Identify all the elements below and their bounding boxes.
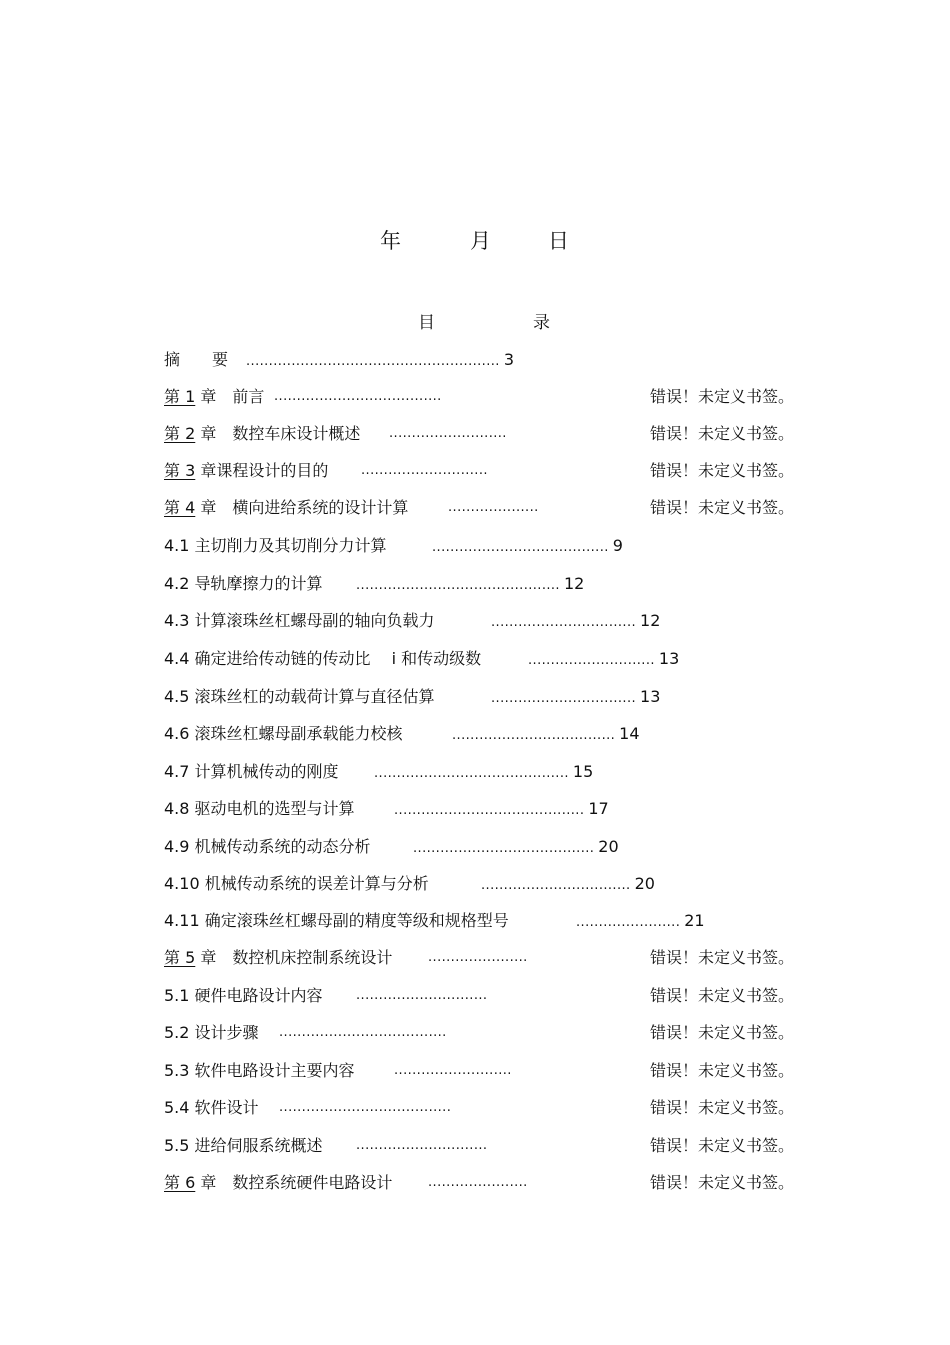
toc-entry-leader: .................... bbox=[448, 500, 539, 515]
toc-entry-title: 摘 要 bbox=[164, 350, 229, 369]
toc-entry[interactable] bbox=[0, 495, 950, 521]
toc-entry-title: 4.9 机械传动系统的动态分析 bbox=[164, 837, 371, 856]
toc-entry-title: 章 前言 bbox=[195, 387, 265, 406]
toc-entry[interactable] bbox=[0, 533, 950, 559]
toc-entry-leader: .......................... bbox=[389, 426, 507, 441]
toc-entry-leader: .......................................... 17 bbox=[394, 799, 609, 818]
toc-entry-title: 4.7 计算机械传动的刚度 bbox=[164, 762, 339, 781]
toc-entry-page: 15 bbox=[572, 762, 594, 781]
toc-entry-leader: ............................ bbox=[361, 463, 488, 478]
toc-entry-page: 3 bbox=[503, 350, 514, 369]
toc-entry-chapter-number: 第 6 bbox=[164, 1173, 196, 1192]
toc-entry-title: 4.11 确定滚珠丝杠螺母副的精度等级和规格型号 bbox=[164, 911, 509, 930]
toc-entry-title: 4.4 确定进给传动链的传动比 i 和传动级数 bbox=[164, 649, 482, 668]
toc-entry-title: 章课程设计的目的 bbox=[195, 461, 329, 480]
toc-entry-label bbox=[164, 571, 323, 597]
toc-entry[interactable] bbox=[0, 759, 950, 785]
toc-entry[interactable] bbox=[0, 908, 950, 934]
toc-entry-label bbox=[164, 495, 408, 521]
toc-entry-leader: ................................ 12 bbox=[491, 611, 661, 630]
toc-entry-title: 章 数控机床控制系统设计 bbox=[195, 948, 393, 967]
toc-entry-page: 12 bbox=[563, 574, 585, 593]
toc-entry-page: 13 bbox=[658, 649, 680, 668]
toc-entry-leader: ....................................... 9 bbox=[432, 536, 623, 555]
toc-entry-leader: ....................... 21 bbox=[576, 911, 705, 930]
toc-entry[interactable] bbox=[0, 608, 950, 634]
toc-entry-page: 20 bbox=[634, 874, 655, 893]
toc-entry[interactable] bbox=[0, 1170, 950, 1196]
toc-entry-bookmark-error: 错误！未定义书签。 bbox=[650, 1173, 795, 1192]
toc-entry[interactable] bbox=[0, 983, 950, 1009]
toc-entry-label bbox=[164, 1133, 323, 1159]
toc-entry[interactable] bbox=[0, 347, 950, 373]
toc-entry-title: 4.10 机械传动系统的误差计算与分析 bbox=[164, 874, 429, 893]
toc-entry-label bbox=[164, 646, 481, 672]
toc-entry-leader: .................................... 14 bbox=[452, 724, 640, 743]
toc-entry-title: 5.1 硬件电路设计内容 bbox=[164, 986, 323, 1005]
toc-entry-leader: ............................. bbox=[356, 1138, 488, 1153]
toc-entry[interactable] bbox=[0, 1058, 950, 1084]
toc-entry-leader: ........................................ 20 bbox=[413, 837, 619, 856]
toc-entry[interactable] bbox=[0, 421, 950, 447]
toc-entry-title: 4.5 滚珠丝杠的动载荷计算与直径估算 bbox=[164, 687, 435, 706]
toc-entry-title: 5.2 设计步骤 bbox=[164, 1023, 259, 1042]
toc-entry[interactable] bbox=[0, 384, 950, 410]
toc-entry-label bbox=[164, 1170, 392, 1196]
toc-entry-title: 章 数控系统硬件电路设计 bbox=[195, 1173, 393, 1192]
toc-entry-chapter-number: 第 5 bbox=[164, 948, 196, 967]
toc-entry-title: 4.8 驱动电机的选型与计算 bbox=[164, 799, 355, 818]
toc-entry-leader: ...................... bbox=[428, 1175, 528, 1190]
toc-heading bbox=[0, 310, 950, 336]
toc-heading-right: 录 bbox=[533, 313, 550, 333]
toc-entry-title: 4.2 导轨摩擦力的计算 bbox=[164, 574, 323, 593]
toc-entry[interactable] bbox=[0, 834, 950, 860]
toc-entry-leader: ............................. bbox=[356, 988, 488, 1003]
toc-entry-page: 14 bbox=[619, 724, 640, 743]
toc-entry-title: 5.4 软件设计 bbox=[164, 1098, 259, 1117]
toc-entry-label bbox=[164, 945, 392, 971]
toc-entry[interactable] bbox=[0, 721, 950, 747]
toc-entry-chapter-number: 第 3 bbox=[164, 461, 196, 480]
toc-entry-bookmark-error: 错误！未定义书签。 bbox=[650, 948, 795, 967]
toc-entry[interactable] bbox=[0, 458, 950, 484]
toc-entry[interactable] bbox=[0, 945, 950, 971]
toc-entry-label bbox=[164, 384, 264, 410]
toc-entry-bookmark-error: 错误！未定义书签。 bbox=[650, 1098, 795, 1117]
toc-entry-page: 17 bbox=[588, 799, 609, 818]
toc-entry-leader: ................................. 20 bbox=[481, 874, 655, 893]
toc-entry[interactable] bbox=[0, 1020, 950, 1046]
toc-entry-bookmark-error: 错误！未定义书签。 bbox=[650, 1061, 795, 1080]
toc-entry[interactable] bbox=[0, 684, 950, 710]
toc-entry-chapter-number: 第 1 bbox=[164, 387, 196, 406]
toc-entry-chapter-number: 第 4 bbox=[164, 498, 196, 517]
toc-entry-label bbox=[164, 983, 323, 1009]
toc-entry-title: 5.3 软件电路设计主要内容 bbox=[164, 1061, 355, 1080]
toc-entry-bookmark-error: 错误！未定义书签。 bbox=[650, 986, 795, 1005]
toc-entry-leader: ..................................... bbox=[274, 389, 442, 404]
toc-entry-leader: .......................... bbox=[394, 1063, 512, 1078]
toc-entry[interactable] bbox=[0, 1095, 950, 1121]
toc-entry-leader: ...................................... bbox=[279, 1100, 452, 1115]
toc-entry-page: 13 bbox=[640, 687, 661, 706]
date-line bbox=[0, 226, 950, 256]
toc-heading-left: 目 bbox=[418, 313, 435, 333]
toc-entry-leader: ............................................. 12 bbox=[356, 574, 585, 593]
toc-entry[interactable] bbox=[0, 646, 950, 672]
toc-entry-label bbox=[164, 908, 509, 934]
toc-entry-label bbox=[164, 796, 355, 822]
toc-entry-bookmark-error: 错误！未定义书签。 bbox=[650, 424, 795, 443]
toc-entry-label bbox=[164, 1020, 259, 1046]
toc-entry-bookmark-error: 错误！未定义书签。 bbox=[650, 461, 795, 480]
toc-entry-label bbox=[164, 421, 360, 447]
toc-entry-label bbox=[164, 458, 328, 484]
toc-entry-label bbox=[164, 834, 371, 860]
toc-entry-title: 章 横向进给系统的设计计算 bbox=[195, 498, 409, 517]
toc-entry-label bbox=[164, 871, 429, 897]
toc-entry-bookmark-error: 错误！未定义书签。 bbox=[650, 1136, 795, 1155]
toc-entry-title: 4.6 滚珠丝杠螺母副承载能力校核 bbox=[164, 724, 403, 743]
toc-entry-leader: ..................................... bbox=[279, 1025, 447, 1040]
toc-entry-page: 12 bbox=[640, 611, 661, 630]
toc-entry-leader: ........................................................ 3 bbox=[246, 350, 514, 369]
toc-entry-label bbox=[164, 608, 435, 634]
date-month: 月 bbox=[470, 229, 491, 253]
toc-entry-label bbox=[164, 721, 403, 747]
toc-entry-title: 4.3 计算滚珠丝杠螺母副的轴向负载力 bbox=[164, 611, 435, 630]
toc-entry-label bbox=[164, 533, 387, 559]
toc-entry-bookmark-error: 错误！未定义书签。 bbox=[650, 1023, 795, 1042]
toc-entry-label bbox=[164, 684, 435, 710]
toc-entry-page: 21 bbox=[684, 911, 705, 930]
toc-entry[interactable] bbox=[0, 796, 950, 822]
toc-entry-label bbox=[164, 1058, 355, 1084]
date-day: 日 bbox=[548, 229, 569, 253]
toc-entry[interactable] bbox=[0, 571, 950, 597]
toc-entry-page: 9 bbox=[612, 536, 623, 555]
date-year: 年 bbox=[380, 229, 401, 253]
toc-entry-leader: ........................................... 15 bbox=[374, 762, 594, 781]
toc-entry-bookmark-error: 错误！未定义书签。 bbox=[650, 387, 795, 406]
toc-entry-leader: ................................ 13 bbox=[491, 687, 661, 706]
toc-entry-label bbox=[164, 347, 228, 373]
toc-entry-label bbox=[164, 759, 339, 785]
toc-entry-title: 4.1 主切削力及其切削分力计算 bbox=[164, 536, 387, 555]
toc-entry-title: 5.5 进给伺服系统概述 bbox=[164, 1136, 323, 1155]
toc-entry-label bbox=[164, 1095, 259, 1121]
toc-entry-page: 20 bbox=[598, 837, 619, 856]
toc-entry-title: 章 数控车床设计概述 bbox=[195, 424, 361, 443]
toc-entry[interactable] bbox=[0, 871, 950, 897]
toc-entry-leader: ...................... bbox=[428, 950, 528, 965]
toc-entry-chapter-number: 第 2 bbox=[164, 424, 196, 443]
toc-entry-leader: ............................ 13 bbox=[528, 649, 680, 668]
toc-entry-bookmark-error: 错误！未定义书签。 bbox=[650, 498, 795, 517]
toc-entry[interactable] bbox=[0, 1133, 950, 1159]
